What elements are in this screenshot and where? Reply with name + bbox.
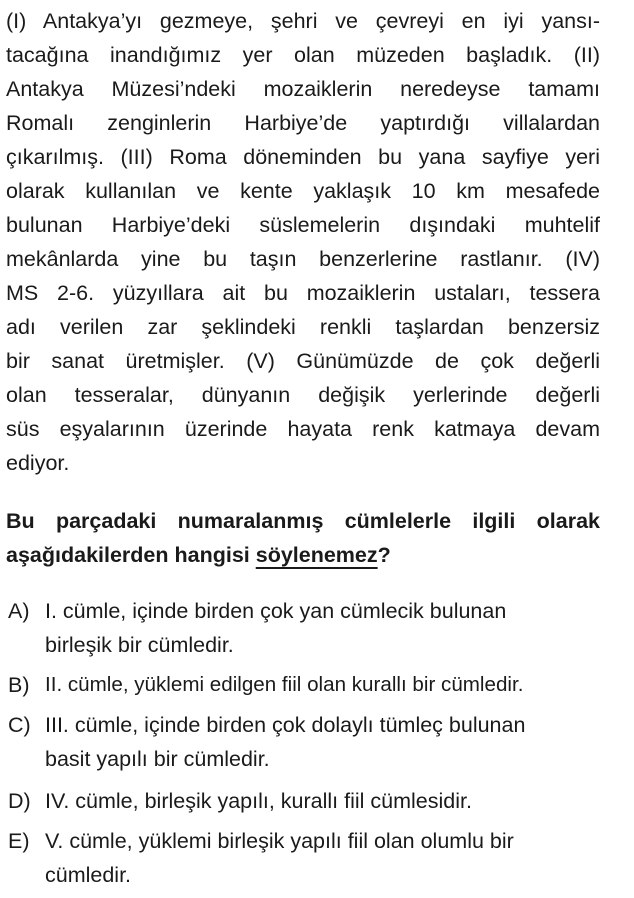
question-text: aşağıdakilerden hangisi [6, 543, 256, 567]
option-a[interactable] [8, 594, 600, 662]
passage-line: MS 2-6. yüzyıllara ait bu mozaiklerin ustaları, tessera [6, 281, 600, 305]
question-line-2 [6, 538, 600, 572]
question-mark: ? [377, 543, 391, 567]
passage-line: mekânlarda yine bu taşın benzerlerine rastlanır. (IV) [6, 247, 600, 271]
option-letter: A) [8, 599, 30, 623]
option-letter: D) [8, 789, 31, 813]
passage-line: Romalı zenginlerin Harbiye’de yaptırdığı villalardan [6, 111, 600, 135]
question-line-1: Bu parçadaki numaralanmış cümlelerle ilgili olarak [6, 509, 600, 533]
passage-line: olarak kullanılan ve kente yaklaşık 10 km mesafede [6, 179, 600, 203]
option-text: IV. cümle, birleşik yapılı, kurallı fiil cümlesidir. [45, 789, 472, 813]
option-text: birleşik bir cümledir. [45, 633, 234, 657]
option-text: I. cümle, içinde birden çok yan cümlecik bulunan [45, 599, 507, 623]
underlined-keyword: söylenemez [255, 543, 378, 567]
passage-line: ediyor. [6, 451, 70, 475]
passage-line: adı verilen zar şeklindeki renkli taşlardan benzersiz [6, 315, 600, 339]
passage-line: olan tesseralar, dünyanın değişik yerlerinde değerli [6, 383, 600, 407]
passage-line: bulunan Harbiye’deki süslemelerin dışındaki muhtelif [6, 213, 600, 237]
option-text: III. cümle, içinde birden çok dolaylı tümleç bulunan [45, 713, 526, 737]
option-letter: C) [8, 713, 31, 737]
option-text: basit yapılı bir cümledir. [45, 747, 270, 771]
option-letter: B) [8, 673, 30, 697]
passage-line: (I) Antakya’yı gezmeye, şehri ve çevreyi en iyi yansı- [6, 9, 600, 33]
option-text: II. cümle, yüklemi edilgen fiil olan kurallı bir cümledir. [45, 673, 524, 696]
passage-line: tacağına inandığımız yer olan müzeden başladık. (II) [6, 43, 600, 67]
option-c[interactable] [8, 708, 600, 776]
passage-line: bir sanat üretmişler. (V) Günümüzde de çok değerli [6, 349, 600, 373]
option-text: V. cümle, yüklemi birleşik yapılı fiil olan olumlu bir [45, 829, 514, 853]
passage-line: Antakya Müzesi’ndeki mozaiklerin neredeyse tamamı [6, 77, 600, 101]
option-letter: E) [8, 829, 30, 853]
option-text: cümledir. [45, 863, 132, 887]
option-e[interactable] [8, 824, 600, 892]
option-d[interactable] [8, 784, 600, 818]
passage-line: çıkarılmış. (III) Roma döneminden bu yana sayfiye yeri [6, 145, 600, 169]
passage-line: süs eşyalarının üzerinde hayata renk katmaya devam [6, 417, 600, 441]
option-b[interactable] [8, 668, 600, 702]
